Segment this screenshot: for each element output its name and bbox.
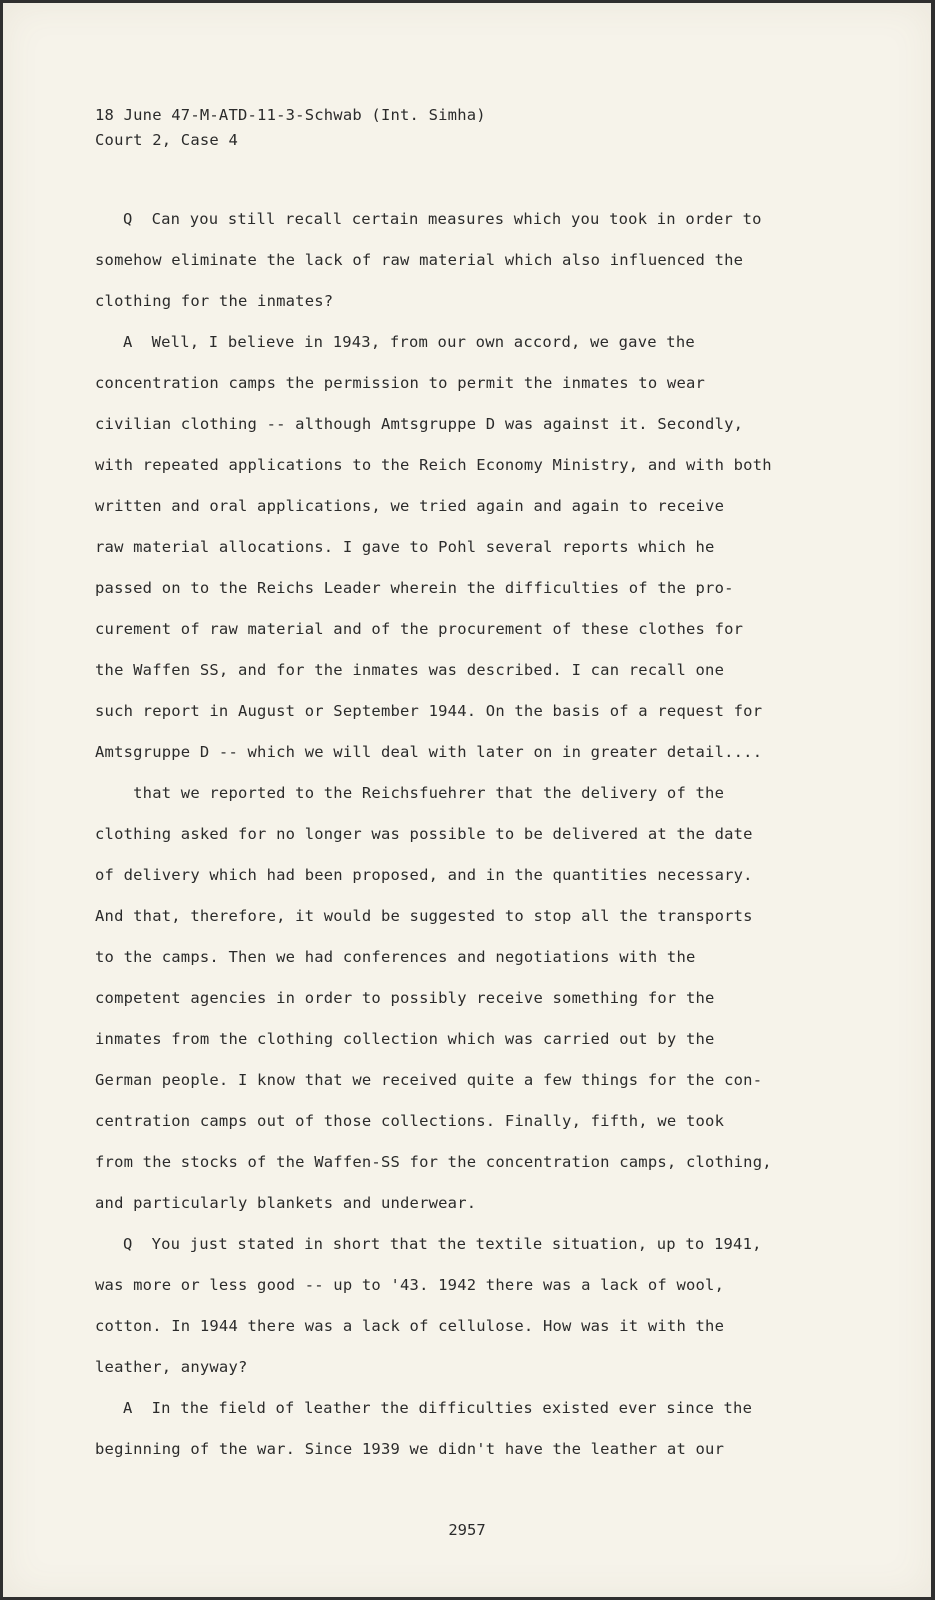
body-line: inmates from the clothing collection which was carried out by the bbox=[95, 1030, 715, 1048]
body-line: from the stocks of the Waffen-SS for the concentration camps, clothing, bbox=[95, 1153, 772, 1171]
body-line: centration camps out of those collections. Finally, fifth, we took bbox=[95, 1112, 725, 1130]
body-line: And that, therefore, it would be suggested to stop all the transports bbox=[95, 907, 753, 925]
page-number: 2957 bbox=[448, 1521, 486, 1539]
body-line: written and oral applications, we tried again and again to receive bbox=[95, 497, 725, 515]
body-line: Q Can you still recall certain measures which you took in order to bbox=[123, 210, 762, 228]
body-line: beginning of the war. Since 1939 we didn't have the leather at our bbox=[95, 1440, 725, 1458]
body-line: the Waffen SS, and for the inmates was described. I can recall one bbox=[95, 661, 725, 679]
body-line: clothing for the inmates? bbox=[95, 292, 334, 310]
body-line: civilian clothing -- although Amtsgruppe D was against it. Secondly, bbox=[95, 415, 744, 433]
body-line: cotton. In 1944 there was a lack of cellulose. How was it with the bbox=[95, 1317, 725, 1335]
header-line-2: Court 2, Case 4 bbox=[95, 131, 238, 149]
body-line: A Well, I believe in 1943, from our own accord, we gave the bbox=[123, 333, 695, 351]
body-line: such report in August or September 1944. On the basis of a request for bbox=[95, 702, 763, 720]
body-line: concentration camps the permission to permit the inmates to wear bbox=[95, 374, 706, 392]
body-line: somehow eliminate the lack of raw material which also influenced the bbox=[95, 251, 744, 269]
body-line: that we reported to the Reichsfuehrer that the delivery of the bbox=[95, 784, 725, 802]
body-line: of delivery which had been proposed, and in the quantities necessary. bbox=[95, 866, 753, 884]
body-line: passed on to the Reichs Leader wherein the difficulties of the pro- bbox=[95, 579, 734, 597]
body-line: and particularly blankets and underwear. bbox=[95, 1194, 477, 1212]
body-line: curement of raw material and of the procurement of these clothes for bbox=[95, 620, 744, 638]
body-line: Amtsgruppe D -- which we will deal with later on in greater detail.... bbox=[95, 743, 763, 761]
body-line: A In the field of leather the difficulties existed ever since the bbox=[123, 1399, 753, 1417]
body-line: Q You just stated in short that the textile situation, up to 1941, bbox=[123, 1235, 762, 1253]
body-line: was more or less good -- up to '43. 1942 there was a lack of wool, bbox=[95, 1276, 725, 1294]
body-line: with repeated applications to the Reich Economy Ministry, and with both bbox=[95, 456, 772, 474]
body-line: German people. I know that we received quite a few things for the con- bbox=[95, 1071, 763, 1089]
header-line-1: 18 June 47-M-ATD-11-3-Schwab (Int. Simha) bbox=[95, 106, 486, 124]
document-page bbox=[3, 3, 931, 1597]
body-line: competent agencies in order to possibly receive something for the bbox=[95, 989, 715, 1007]
body-line: leather, anyway? bbox=[95, 1358, 248, 1376]
body-line: raw material allocations. I gave to Pohl several reports which he bbox=[95, 538, 715, 556]
body-line: to the camps. Then we had conferences and negotiations with the bbox=[95, 948, 696, 966]
body-line: clothing asked for no longer was possible to be delivered at the date bbox=[95, 825, 753, 843]
